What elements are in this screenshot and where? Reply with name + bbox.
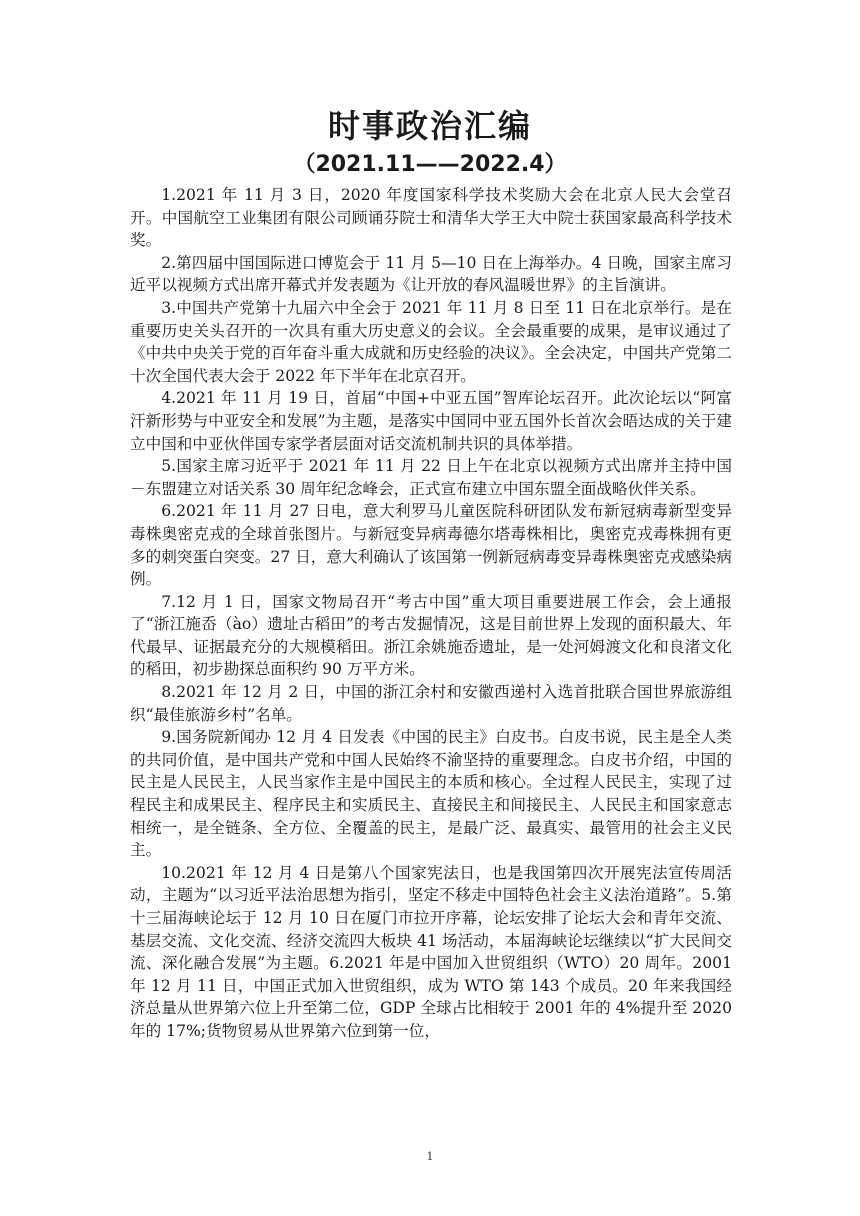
paragraph-8: 8.2021 年 12 月 2 日，中国的浙江余村和安徽西递村入选首批联合国世界旅游组织“最佳旅游乡村”名单。 — [130, 683, 732, 724]
paragraph-1: 1.2021 年 11 月 3 日，2020 年度国家科学技术奖励大会在北京人民大会堂召开。中国航空工业集团有限公司顾诵芬院士和清华大学王大中院士获国家最高科学技术奖。 — [130, 186, 732, 250]
paragraph-7: 7.12 月 1 日，国家文物局召开“考古中国”重大项目重要进展工作会，会上通报了“浙江施岙（ào）遗址古稻田”的考古发掘情况，这是目前世界上发现的面积最大、年代最早、证据最充分的大规模稻田。浙江余姚施岙遗址，是一处河姆渡文化和良渚文化的稻田，初步勘探总面积约 90 万平方米。 — [130, 592, 732, 679]
paragraph-6: 6.2021 年 11 月 27 日电，意大利罗马儿童医院科研团队发布新冠病毒新型变异毒株奥密克戎的全球首张图片。与新冠变异病毒德尔塔毒株相比，奥密克戎毒株拥有更多的刺突蛋白突变。27 日，意大利确认了该国第一例新冠病毒变异毒株奥密克戎感染病例。 — [130, 502, 732, 589]
paragraph-2: 2.第四届中国国际进口博览会于 11 月 5—10 日在上海举办。4 日晚，国家主席习近平以视频方式出席开幕式并发表题为《让开放的春风温暖世界》的主旨演讲。 — [130, 253, 732, 295]
paragraph-9: 9.国务院新闻办 12 月 4 日发表《中国的民主》白皮书。白皮书说，民主是全人类的共同价值，是中国共产党和中国人民始终不渝坚持的重要理念。白皮书介绍，中国的民主是人民民主，人民当家作主是中国民主的本质和核心。全过程人民民主，实现了过程民主和成果民主、程序民主和实质民主、直接民主和间接民主、人民民主和国家意志相统一，是全链条、全方位、全覆盖的民主，是最广泛、最真实、最管用的社会主义民主。 — [130, 728, 732, 860]
document-title: 时事政治汇编 — [327, 107, 532, 145]
paragraph-4: 4.2021 年 11 月 19 日，首届“中国+中亚五国”智库论坛召开。此次论坛以“阿富汗新形势与中亚安全和发展”为主题，是落实中国同中亚五国外长首次会晤达成的关于建立中国和中亚伙伴国专家学者层面对话交流机制共识的具体举措。 — [130, 389, 732, 453]
paragraph-3: 3.中国共产党第十九届六中全会于 2021 年 11 月 8 日至 11 日在北京举行。是在重要历史关头召开的一次具有重大历史意义的会议。全会最重要的成果，是审议通过了《中共中央关于党的百年奋斗重大成就和历史经验的决议》。全会决定，中国共产党第二十次全国代表大会于 2022 年下半年在北京召开。 — [130, 298, 732, 385]
document-body — [130, 184, 732, 1043]
page-number: 1 — [426, 1150, 434, 1163]
paragraph-10: 10.2021 年 12 月 4 日是第八个国家宪法日，也是我国第四次开展宪法宣传周活动，主题为“以习近平法治思想为指引，坚定不移走中国特色社会主义法治道路”。5.第十三届海峡论坛于 12 月 10 日在厦门市拉开序幕，论坛安排了论坛大会和青年交流、基层交流、文化交流、经济交流四大板块 41 场活动，本届海峡论坛继续以“扩大民间交流、深化融合发展”为主题。6.2021 年是中国加入世贸组织（WTO）20 周年。2001 年 12 月 11 日，中国正式加入世贸组织，成为 WTO 第 143 个成员。20 年来我国经济总量从世界第六位上升至第二位，GDP 全球占比相较于 2001 年的 4%提升至 2020 年的 17%;货物贸易从世界第六位到第一位， — [130, 863, 732, 1040]
document-subtitle: （2021.11——2022.4） — [293, 152, 567, 177]
paragraph-5: 5.国家主席习近平于 2021 年 11 月 22 日上午在北京以视频方式出席并主持中国－东盟建立对话关系 30 周年纪念峰会，正式宣布建立中国东盟全面战略伙伴关系。 — [130, 457, 732, 498]
